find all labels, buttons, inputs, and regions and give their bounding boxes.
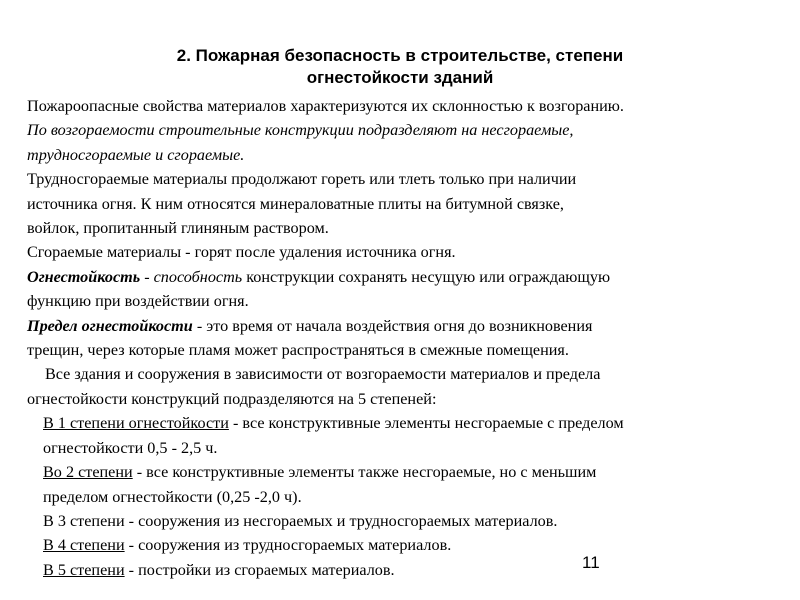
paragraph-text: - это время от начала воздействия огня до возникновения (192, 316, 593, 335)
degree-item-5 (27, 558, 787, 582)
degree-text: - сооружения из трудносгораемых материалов. (124, 536, 452, 555)
paragraph-line (27, 314, 787, 338)
degree-item-2 (27, 460, 787, 509)
paragraph-line: войлок, пропитанный глиняным раствором. (27, 219, 329, 238)
degree-text: - все конструктивные элементы также несгораемые, но с меньшим (132, 463, 597, 482)
title-line-2: огнестойкости зданий (306, 68, 494, 87)
paragraph-line: Сгораемые материалы - горят после удаления источника огня. (27, 243, 456, 262)
paragraph-italic-line: трудносгораемые и сгораемые. (27, 145, 245, 164)
paragraph-line: огнестойкости конструкций подразделяются на 5 степеней: (27, 389, 437, 408)
paragraph-line: В 3 степени - сооружения из несгораемых и трудносгораемых материалов. (43, 511, 558, 530)
paragraph-combustible (27, 240, 787, 264)
paragraph-line (27, 265, 787, 289)
title-line-1: 2. Пожарная безопасность в строительстве, степени (176, 46, 624, 65)
paragraph-line: трещин, через которые пламя может распространяться в смежные помещения. (27, 341, 569, 360)
paragraph-line: источника огня. К ним относятся минераловатные плиты на битумной связке, (27, 194, 564, 213)
paragraph-line: пределом огнестойкости (0,25 -2,0 ч). (43, 487, 302, 506)
paragraph-italic-line: По возгораемости строительные конструкции подразделяют на несгораемые, (27, 121, 574, 140)
paragraph-line (43, 533, 787, 557)
document-body (27, 94, 787, 582)
degree-label: В 4 степени (43, 536, 125, 555)
page-number: 11 (582, 553, 600, 572)
paragraph-hard-to-burn (27, 167, 787, 240)
degree-text: - постройки из сгораемых материалов. (124, 560, 395, 579)
paragraph-line (43, 411, 787, 435)
term-fire-resistance-limit: Предел огнестойкости (27, 316, 193, 335)
paragraph-text: конструкции сохранять несущую или ограждающую (242, 267, 611, 286)
degree-label: В 5 степени (43, 560, 125, 579)
paragraph-fire-resistance (27, 265, 787, 314)
paragraph-line (43, 460, 787, 484)
paragraph-fire-resistance-limit (27, 314, 787, 363)
paragraph-line: огнестойкости 0,5 - 2,5 ч. (43, 438, 218, 457)
paragraph-line (43, 558, 787, 582)
degree-text: - все конструктивные элементы несгораемые с пределом (228, 414, 624, 433)
degree-label: В 1 степени огнестойкости (43, 414, 229, 433)
paragraph-line: Все здания и сооружения в зависимости от возгораемости материалов и предела (45, 365, 601, 384)
paragraph-flammability (27, 94, 787, 167)
term-definition-italic: - способность (140, 267, 243, 286)
page-title (0, 45, 800, 89)
degree-label: Во 2 степени (43, 463, 133, 482)
term-fire-resistance: Огнестойкость (27, 267, 141, 286)
paragraph-line: Трудносгораемые материалы продолжают гореть или тлеть только при наличии (27, 170, 577, 189)
degree-item-1 (27, 411, 787, 460)
degree-item-4 (27, 533, 787, 557)
paragraph-text: Пожароопасные свойства материалов характеризуются их склонностью к возгоранию. (27, 97, 624, 115)
paragraph-classification (27, 362, 787, 411)
degree-item-3 (27, 509, 787, 533)
paragraph-line: функцию при воздействии огня. (27, 292, 249, 311)
